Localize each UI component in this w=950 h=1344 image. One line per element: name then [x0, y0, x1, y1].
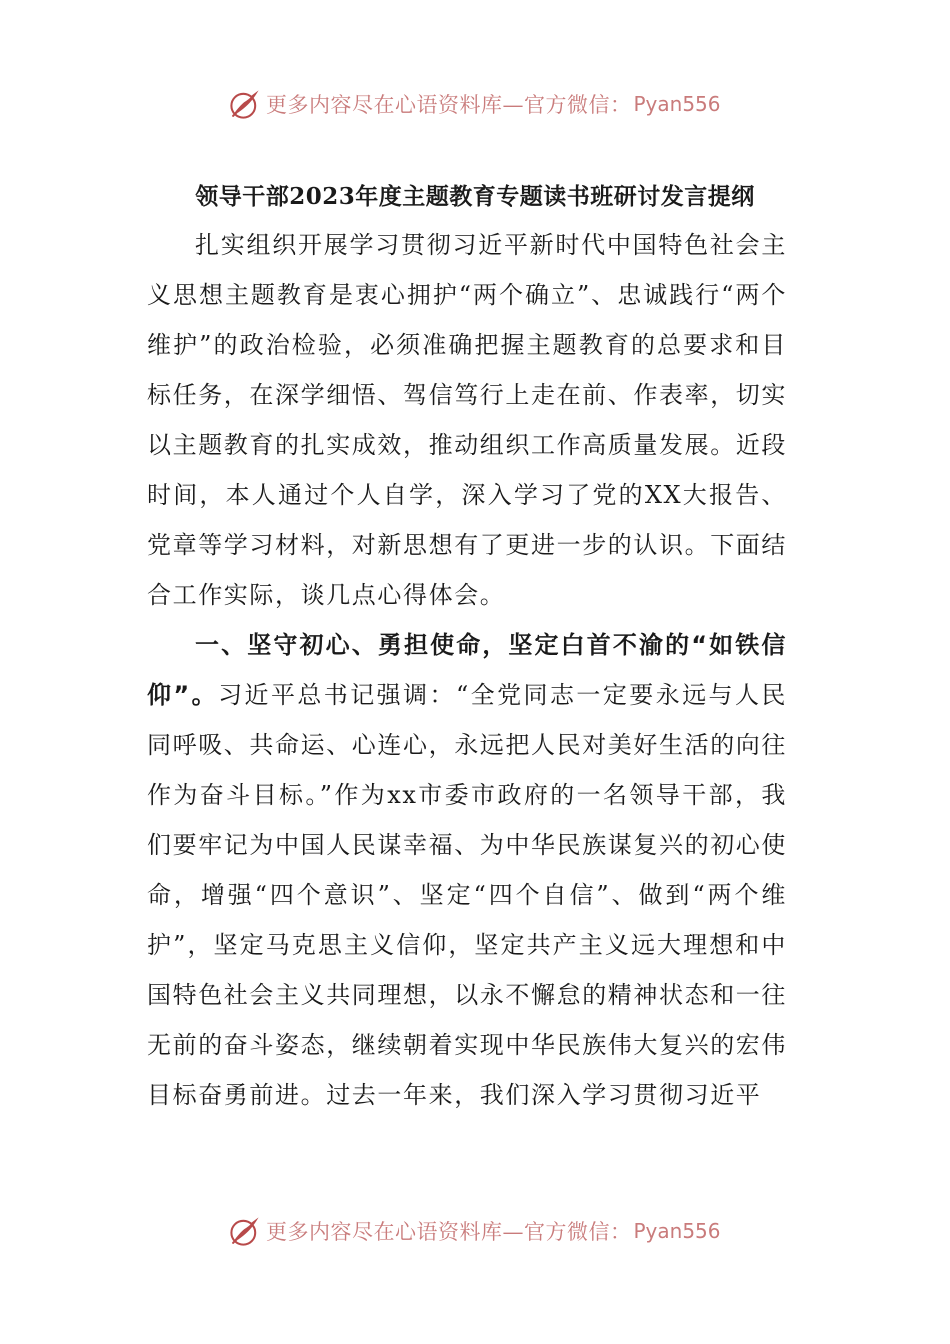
intro-paragraph: 扎实组织开展学习贯彻习近平新时代中国特色社会主义思想主题教育是衷心拥护“两个确立”、忠诚践行“两个维护”的政治检验，必须准确把握主题教育的总要求和目标任务，在深学细悟、驾信笃行上走在前、作表率，切实以主题教育的扎实成效，推动组织工作高质量发展。近段时间，本人通过个人自学，深入学习了党的XX大报告、党章等学习材料，对新思想有了更进一步的认识。下面结合工作实际，谈几点心得体会。 — [147, 231, 787, 609]
watermark-footer — [228, 1211, 721, 1251]
watermark-text: 更多内容尽在心语资料库—官方微信： — [266, 93, 632, 117]
document-body — [147, 220, 787, 1120]
section-1-heading: 一、坚守初心、勇担使命，坚定白首不渝的“如铁信仰”。 — [147, 631, 787, 709]
quill-pen-logo-icon — [228, 87, 262, 121]
quill-pen-logo-icon — [228, 1214, 262, 1248]
section-1-body: 习近平总书记强调：“全党同志一定要永远与人民同呼吸、共命运、心连心，永远把人民对美好生活的向往作为奋斗目标。”作为xx市委市政府的一名领导干部，我们要牢记为中国人民谋幸福、为中华民族谋复兴的初心使命，增强“四个意识”、坚定“四个自信”、做到“两个维护”，坚定马克思主义信仰，坚定共产主义远大理想和中国特色社会主义共同理想，以永不懈怠的精神状态和一往无前的奋斗姿态，继续朝着实现中华民族伟大复兴的宏伟目标奋勇前进。过去一年来，我们深入学习贯彻习近平 — [147, 681, 788, 1109]
section-1-paragraph — [147, 620, 787, 1120]
watermark-wechat-id: Pyan556 — [633, 1219, 721, 1243]
watermark-wechat-id: Pyan556 — [633, 92, 721, 116]
watermark-header — [228, 84, 721, 124]
document-title: 领导干部2023年度主题教育专题读书班研讨发言提纲 — [195, 183, 755, 210]
watermark-text: 更多内容尽在心语资料库—官方微信： — [266, 1220, 632, 1244]
